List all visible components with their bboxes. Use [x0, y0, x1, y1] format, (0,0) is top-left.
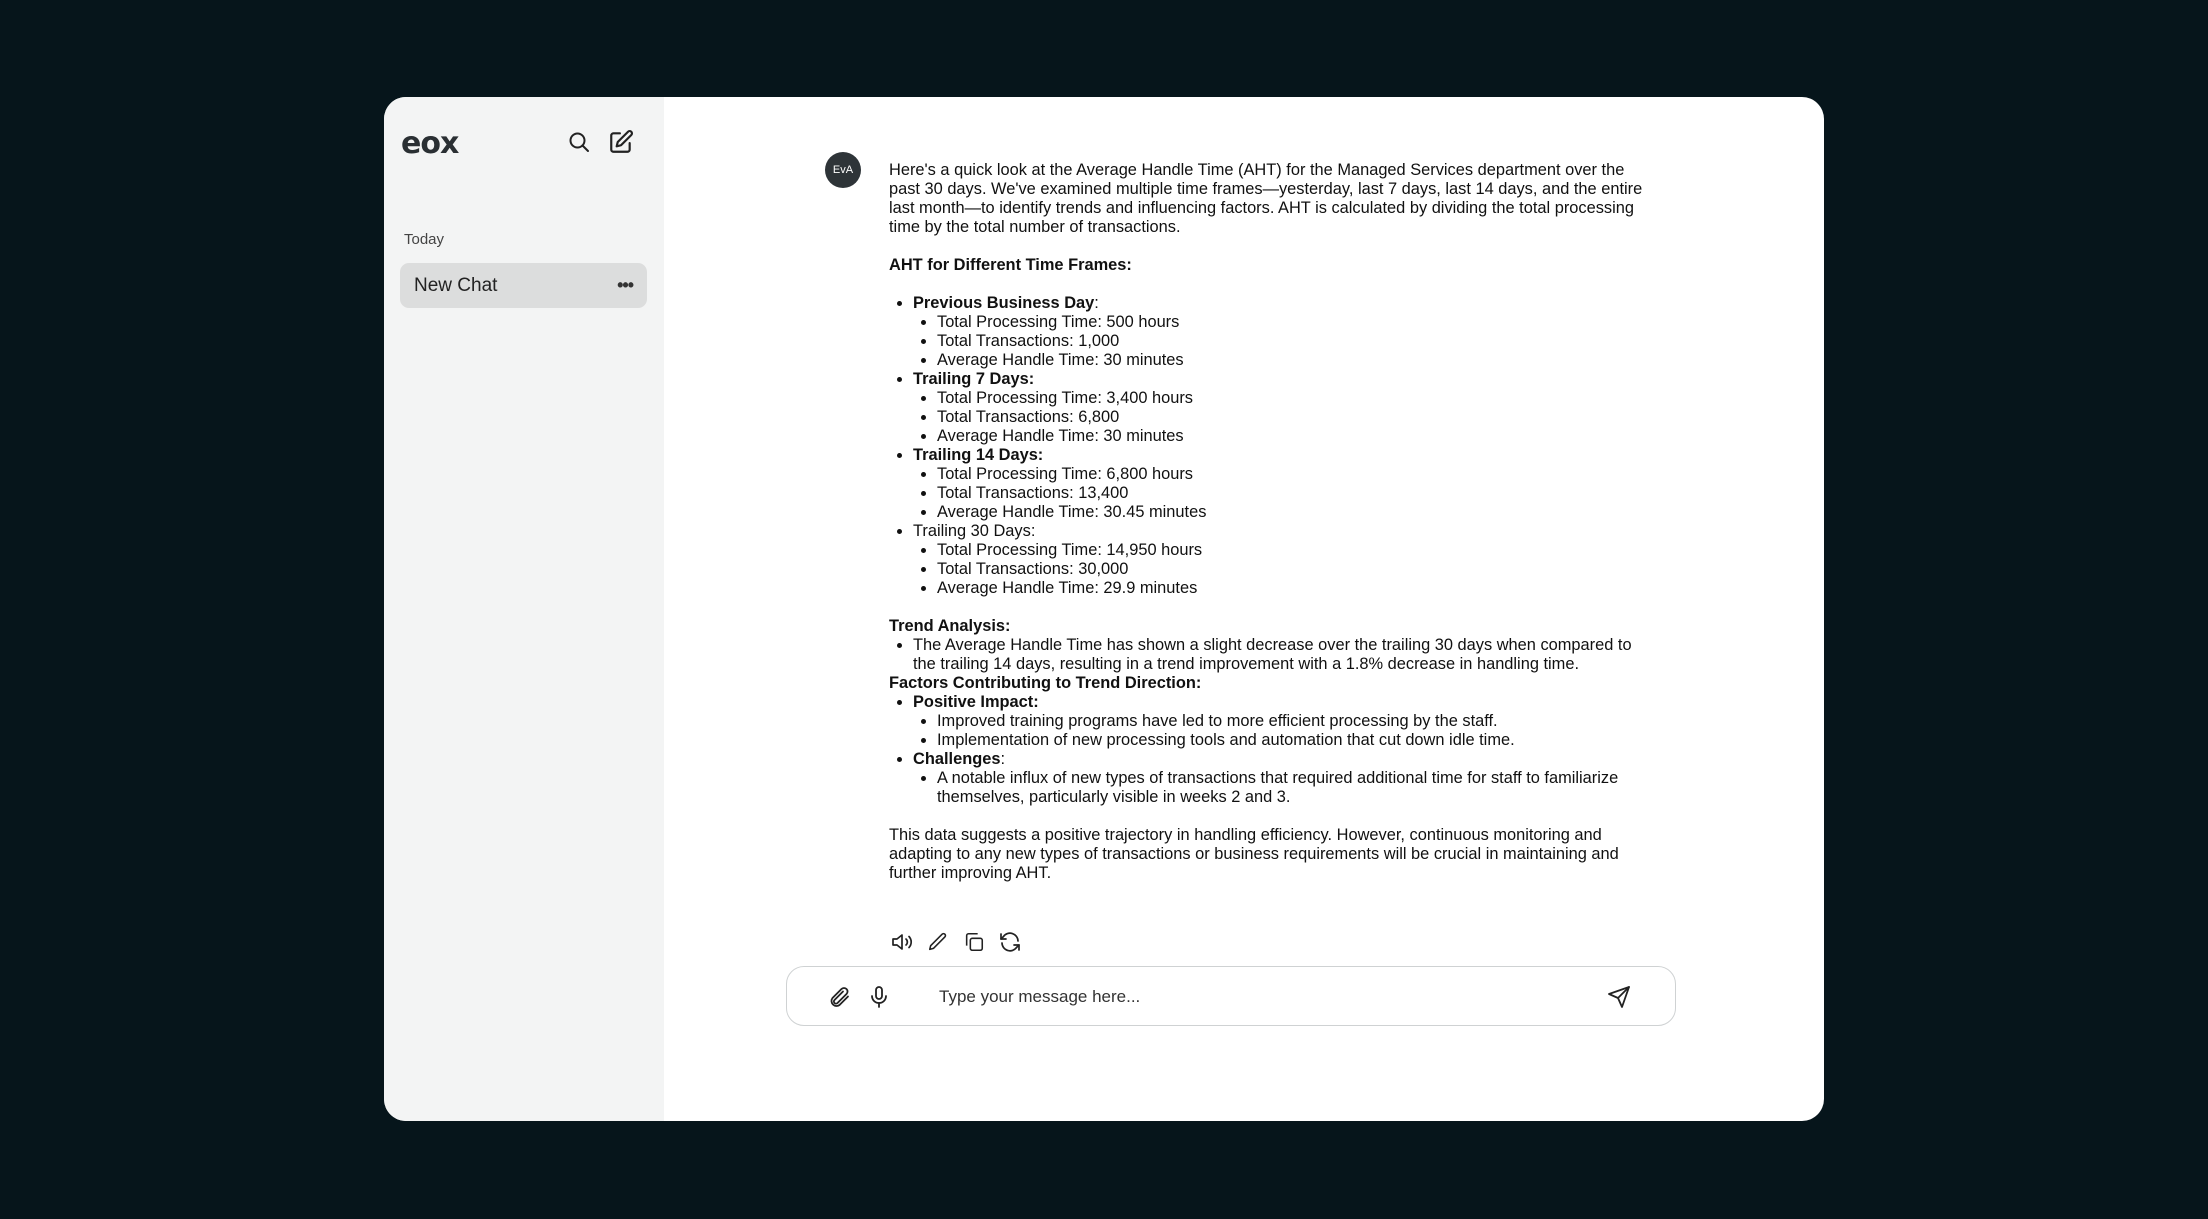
frame-transactions: • Total Transactions: 1,000 [937, 332, 1649, 351]
frame-processing: • Total Processing Time: 500 hours [937, 313, 1649, 332]
frame-item [913, 446, 1649, 522]
frame-aht: • Average Handle Time: 30.45 minutes [937, 503, 1649, 522]
frame-aht: • Average Handle Time: 29.9 minutes [937, 579, 1649, 598]
more-options-icon[interactable]: ••• [617, 275, 633, 295]
avatar: EvA [825, 152, 861, 188]
positive-title: Positive Impact: [913, 693, 1039, 711]
chat-item-label: New Chat [414, 274, 498, 296]
frame-suffix: : [1094, 294, 1099, 312]
frame-transactions: • Total Transactions: 13,400 [937, 484, 1649, 503]
eox-logo: eox [401, 126, 459, 161]
frame-transactions: • Total Transactions: 30,000 [937, 560, 1649, 579]
frame-item [913, 370, 1649, 446]
factor-challenges [913, 750, 1649, 807]
new-chat-icon[interactable] [606, 127, 636, 157]
factor-positive [913, 693, 1649, 750]
attach-icon[interactable] [825, 983, 853, 1011]
aht-heading: AHT for Different Time Frames: [889, 256, 1132, 274]
chat-item[interactable] [400, 263, 647, 308]
positive-item: • Improved training programs have led to more efficient processing by the staff. [937, 712, 1649, 731]
message-input[interactable] [939, 985, 1579, 1009]
frame-title: Previous Business Day [913, 294, 1095, 312]
frame-suffix: Trailing 30 Days: [913, 522, 1036, 540]
frame-processing: • Total Processing Time: 14,950 hours [937, 541, 1649, 560]
frame-aht: • Average Handle Time: 30 minutes [937, 427, 1649, 446]
microphone-icon[interactable] [865, 983, 893, 1011]
trend-list [889, 636, 1649, 674]
message-conclusion: This data suggests a positive trajectory in handling efficiency. However, continuous monitoring and adapting to any new types of transactions or business requirements will be crucial in maintaining and further improving AHT. [889, 826, 1619, 882]
frame-item [913, 522, 1649, 598]
frame-processing: • Total Processing Time: 3,400 hours [937, 389, 1649, 408]
app-window [384, 97, 1824, 1121]
search-icon[interactable] [564, 127, 594, 157]
frame-title: Trailing 14 Days: [913, 446, 1044, 464]
section-label-today: Today [404, 231, 445, 248]
frame-title: Trailing 7 Days: [913, 370, 1035, 388]
positive-item: • Implementation of new processing tools and automation that cut down idle time. [937, 731, 1649, 750]
frames-list [889, 294, 1649, 598]
send-icon[interactable] [1605, 983, 1633, 1011]
frame-aht: • Average Handle Time: 30 minutes [937, 351, 1649, 370]
message-actions [889, 929, 1023, 955]
frame-item [913, 294, 1649, 370]
frame-transactions: • Total Transactions: 6,800 [937, 408, 1649, 427]
edit-icon[interactable] [925, 929, 951, 955]
trend-text: • The Average Handle Time has shown a slight decrease over the trailing 30 days when compared to the trailing 14 days, resulting in a trend improvement with a 1.8% decrease in handling time. [913, 636, 1649, 674]
challenge-item: • A notable influx of new types of transactions that required additional time for staff to familiarize themselves, particularly visible in weeks 2 and 3. [937, 769, 1649, 807]
factors-heading: Factors Contributing to Trend Direction: [889, 674, 1202, 692]
sidebar [384, 97, 664, 1121]
challenges-suffix: : [1000, 750, 1006, 768]
speaker-icon[interactable] [889, 929, 915, 955]
factors-list [889, 693, 1649, 807]
message-composer [786, 966, 1676, 1026]
copy-icon[interactable] [961, 929, 987, 955]
assistant-message [889, 161, 1649, 902]
regenerate-icon[interactable] [997, 929, 1023, 955]
trend-heading: Trend Analysis: [889, 617, 1011, 635]
chat-main [664, 97, 1824, 1121]
challenges-title: Challenges [913, 750, 1001, 768]
message-intro: Here's a quick look at the Average Handle Time (AHT) for the Managed Services department over the past 30 days. We've examined multiple time frames—yesterday, last 7 days, last 14 days, and the entire last month—to identify trends and influencing factors. AHT is calculated by dividing the total processing time by the total number of transactions. [889, 161, 1643, 236]
frame-processing: • Total Processing Time: 6,800 hours [937, 465, 1649, 484]
